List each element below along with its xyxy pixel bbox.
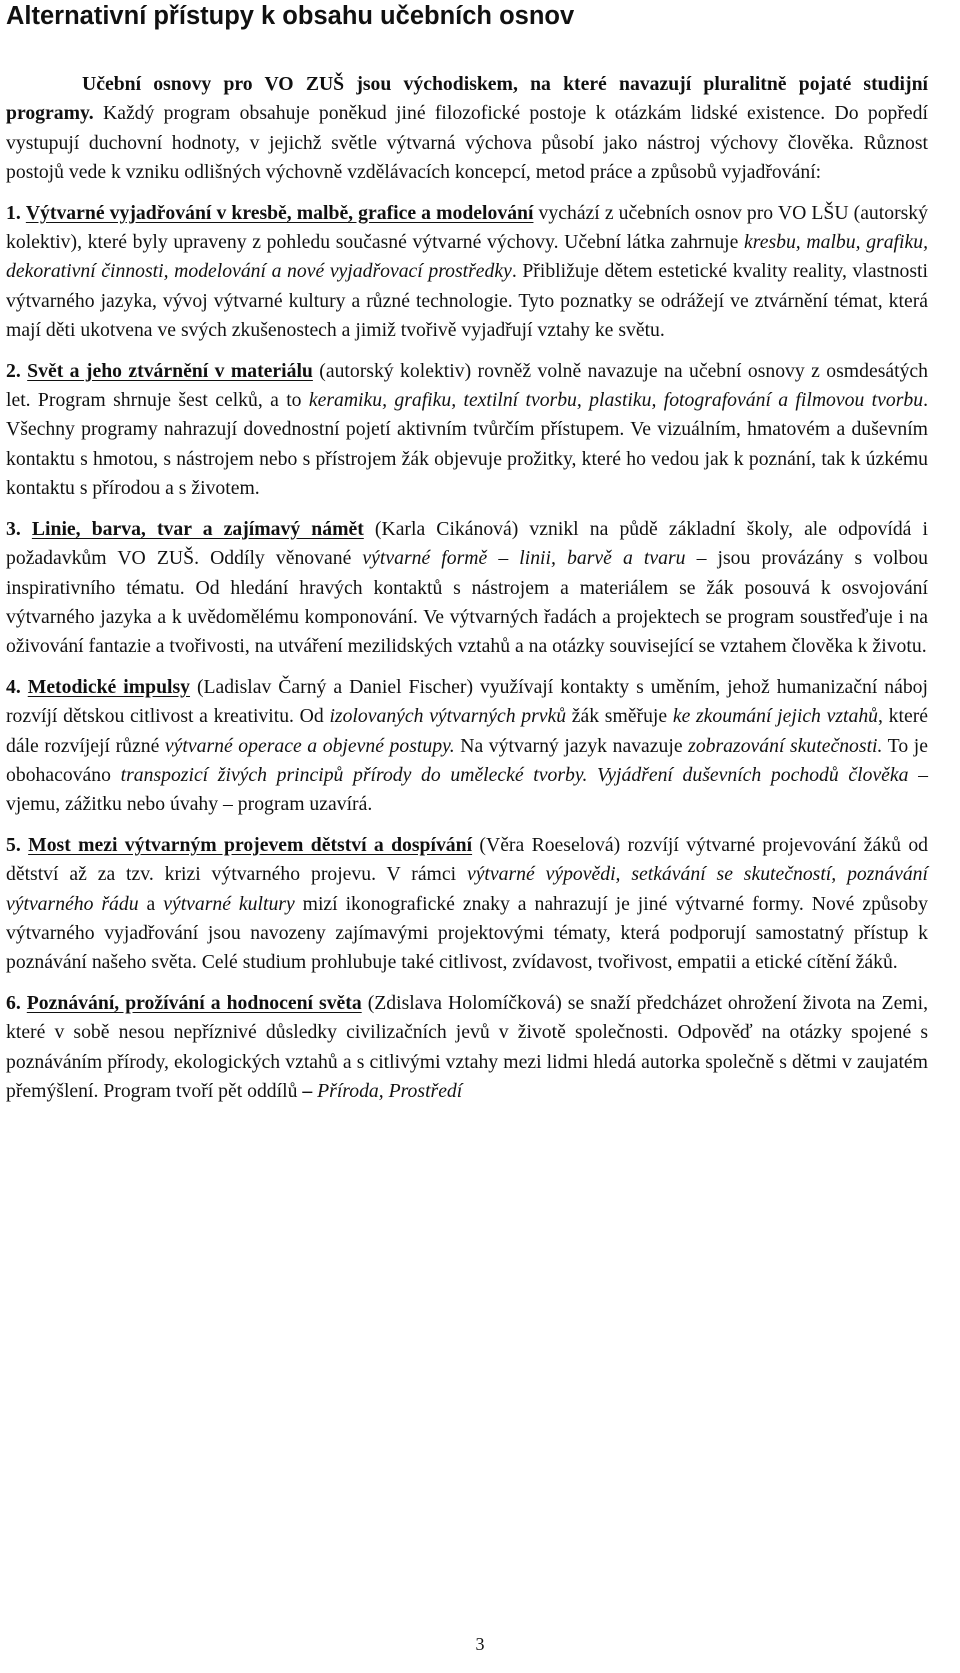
section-italic: výtvarné výpovědi, setkávání se skutečností, poznávání výtvarného řádu: [6, 863, 928, 915]
section-italic: výtvarné operace a objevné postupy.: [164, 734, 455, 757]
section-6: [6, 989, 928, 1107]
section-italic: výtvarné kultury: [163, 892, 295, 915]
intro-text: Každý program obsahuje poněkud jiné filozofické postoje k otázkám lidské existence. Do popředí vystupují duchovní hodnoty, v jejichž světle výtvarná výchova působí jako nástroj výchovy člověka. Různost postojů vede k vzniku odlišných výchovně vzdělávacích koncepcí, metod práce a způsobů vyjadřování:: [6, 102, 928, 184]
section-text: – jsou provázány s volbou inspirativního tématu. Od hledání hravých kontaktů s nástrojem a materiálem se žák posouvá k osvojování výtvarného jazyka a k uvědomělému komponování. Ve výtvarných řadách a projektech se program soustřeďuje i na oživování fantazie a tvořivosti, na utváření mezilidských vztahů a na otázky související se vztahem člověka k životu.: [6, 547, 928, 658]
section-italic: Příroda, Prostředí: [317, 1080, 463, 1102]
section-number: 1.: [6, 201, 21, 224]
section-italic: ke zkoumání jejich vztahů: [672, 705, 879, 728]
section-text: To je obohacováno: [6, 734, 928, 786]
section-title: Most mezi výtvarným projevem dětství a dospívání: [28, 833, 473, 856]
section-text: žák směřuje: [566, 705, 673, 728]
section-italic: keramiku, grafiku, textilní tvorbu, plastiku, fotografování a filmovou tvorbu: [308, 389, 924, 412]
section-italic: kresbu, malbu, grafiku, dekorativní činnosti, modelování a nové vyjadřovací prostředky: [6, 231, 928, 283]
section-text: . Všechny programy nahrazují dovednostní pojetí aktivním tvůrčím přístupem. Ve vizuálním, hmatovém a duševním kontaktu s hmotou, s nástrojem nebo s přístrojem žák objevuje prožitky, které ho vedou jak k poznání, tak k úzkému kontaktu s přírodou a s životem.: [6, 389, 928, 500]
section-1: [6, 199, 928, 346]
section-text: . Přibližuje dětem estetické kvality reality, vlastnosti výtvarného jazyka, vývoj výtvarné kultury a různé technologie. Tyto poznatky se odrážejí ve ztvárnění témat, která mají děti ukotvena ve svých zkušenostech a jimiž tvořivě vyjadřují vztahy ke světu.: [6, 260, 928, 342]
section-italic: transpozicí živých principů přírody do umělecké tvorby. Vyjádření duševních pochodů člověka: [120, 763, 909, 786]
section-3: [6, 515, 928, 662]
document-heading: Alternativní přístupy k obsahu učebních osnov: [6, 2, 575, 30]
section-number: 4.: [6, 675, 21, 698]
section-number: 5.: [6, 833, 21, 856]
intro-paragraph: [6, 70, 928, 188]
section-dash: –: [302, 1080, 313, 1102]
section-number: 2.: [6, 359, 21, 382]
section-text: , které dále rozvíjejí různé: [6, 705, 928, 757]
section-text: (Věra Roeselová) rozvíjí výtvarné projevování žáků od dětství až za tzv. krizi výtvarného projevu. V rámci: [6, 833, 929, 886]
section-title: Poznávání, prožívání a hodnocení světa: [26, 991, 362, 1014]
section-title: Svět a jeho ztvárnění v materiálu: [27, 359, 313, 382]
page-number: 3: [475, 1634, 485, 1654]
section-5: [6, 831, 928, 978]
section-title: Metodické impulsy: [27, 675, 191, 698]
section-number: 3.: [6, 517, 21, 540]
section-text: (Karla Cikánová) vznikl na půdě základní školy, ale odpovídá i požadavkům VO ZUŠ. Oddíly věnované: [6, 517, 928, 570]
section-text: a: [138, 892, 164, 915]
section-italic: výtvarné formě – linii, barvě a tvaru: [362, 547, 686, 570]
section-text: vychází z učebních osnov pro VO LŠU (autorský kolektiv), které byly upraveny z pohledu současné výtvarné výchovy. Učební látka zahrnuje: [6, 201, 928, 254]
section-number: 6.: [6, 991, 21, 1014]
section-italic: zobrazování skutečnosti.: [688, 734, 883, 757]
section-text: mizí ikonografické znaky a nahrazují je jiné výtvarné formy. Nové způsoby výtvarného vyjadřování jsou navozeny zajímavými projektovými tématy, která podporují samostatný přístup k poznávání našeho světa. Celé studium prohlubuje také citlivost, zvídavost, tvořivost, empatii a etické cítění žáků.: [6, 892, 928, 974]
section-text: (Ladislav Čarný a Daniel Fischer) využívají kontakty s uměním, jehož humanizační náboj rozvíjí dětskou citlivost a kreativitu. Od: [6, 675, 928, 728]
section-text: (autorský kolektiv) rovněž volně navazuje na učební osnovy z osmdesátých let. Program shrnuje šest celků, a to: [6, 359, 928, 412]
section-title: Výtvarné vyjadřování v kresbě, malbě, grafice a modelování: [25, 201, 534, 224]
section-2: [6, 357, 928, 504]
section-title: Linie, barva, tvar a zajímavý námět: [31, 517, 364, 540]
section-text: Na výtvarný jazyk navazuje: [454, 734, 689, 757]
section-text: – vjemu, zážitku nebo úvahy – program uzavírá.: [6, 763, 929, 816]
section-4: [6, 673, 928, 820]
section-text: (Zdislava Holomíčková) se snaží předcházet ohrožení života na Zemi, které v sobě nesou nepříznivé důsledky civilizačních jevů v životě společnosti. Odpověď na otázky spojené s poznáváním přírody, ekologických vztahů a s citlivými vztahy mezi lidmi hledá autorka společně s dětmi v zaujatém přemýšlení. Program tvoří pět oddílů: [6, 991, 929, 1102]
section-italic: izolovaných výtvarných prvků: [329, 705, 567, 728]
intro-lead: Učební osnovy pro VO ZUŠ jsou východiskem, na které navazují pluralitně pojaté studijní programy.: [6, 73, 928, 125]
